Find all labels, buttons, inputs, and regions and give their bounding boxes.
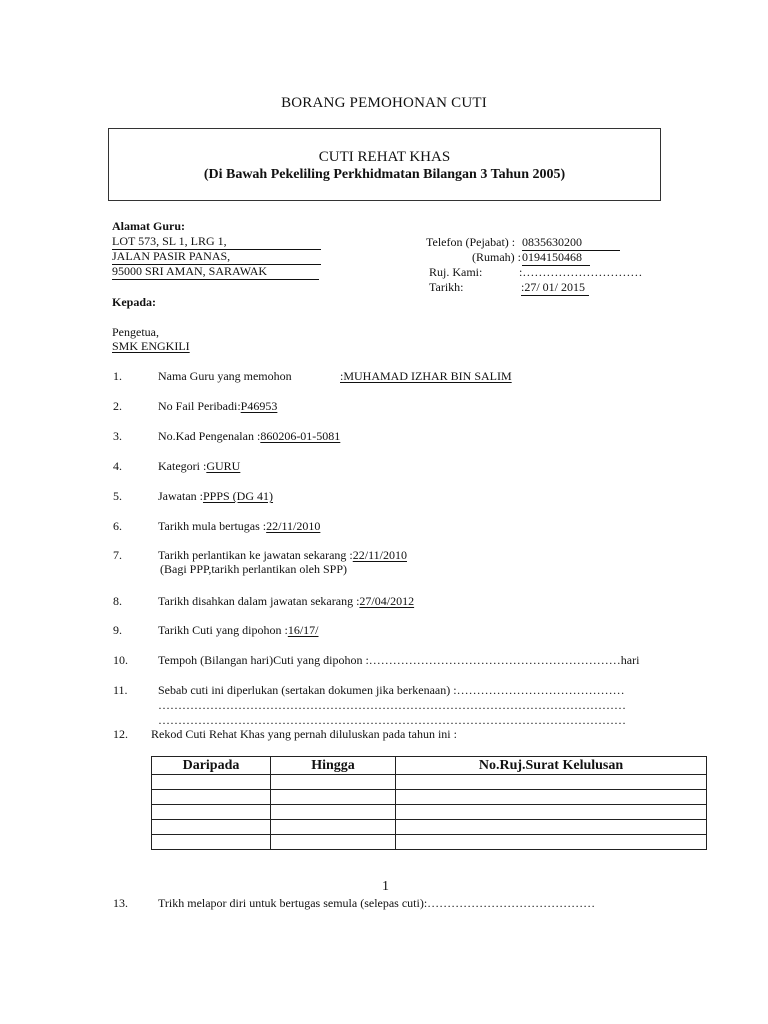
table-row (152, 820, 707, 835)
table-row (152, 775, 707, 790)
table-row (152, 805, 707, 820)
table-cell[interactable] (396, 805, 707, 820)
start-date-value: 22/11/2010 (266, 519, 321, 533)
item-number: 13. (113, 896, 128, 910)
item-note: (Bagi PPP,tarikh perlantikan oleh SPP) (160, 562, 347, 576)
item-label: Rekod Cuti Rehat Khas yang pernah diluluskan pada tahun ini : (151, 727, 457, 741)
applicant-name-value: :MUHAMAD IZHAR BIN SALIM (340, 369, 512, 383)
item-label: Tempoh (Bilangan hari)Cuti yang dipohon :………………………………………………………hari (158, 653, 640, 667)
reason-dots-line: ……………………………………………………………………………………………………… (158, 713, 626, 727)
table-cell[interactable] (152, 835, 271, 850)
column-header-from: Daripada (152, 757, 271, 775)
ic-number-value: 860206-01-5081 (260, 429, 341, 443)
ruj-value: :………………………… (519, 265, 643, 279)
item-number: 8. (113, 594, 122, 608)
item-label: Trikh melapor diri untuk bertugas semula (selepas cuti):…………………………………… (158, 896, 596, 910)
recipient-school: SMK ENGKILI (112, 339, 190, 353)
item-label: No Fail Peribadi: (158, 399, 241, 413)
form-title: BORANG PEMOHONAN CUTI (281, 95, 487, 111)
item-field (158, 594, 414, 609)
table-cell[interactable] (152, 775, 271, 790)
table-cell[interactable] (152, 790, 271, 805)
leave-type-box (108, 128, 661, 201)
item-number: 5. (113, 489, 122, 503)
item-field (158, 548, 407, 563)
leave-date-value: 16/17/ (287, 623, 319, 637)
address-line-3: 95000 SRI AMAN, SARAWAK (112, 264, 319, 280)
table-cell[interactable] (396, 790, 707, 805)
item-number: 3. (113, 429, 122, 443)
page-number: 1 (382, 879, 389, 894)
item-field (158, 459, 240, 474)
ruj-label: Ruj. Kami: (429, 265, 483, 279)
item-field (158, 623, 319, 638)
item-label: Tarikh mula bertugas : (158, 519, 267, 533)
column-header-to: Hingga (271, 757, 396, 775)
item-field (158, 399, 277, 414)
item-number: 2. (113, 399, 122, 413)
table-cell[interactable] (271, 835, 396, 850)
reason-dots-line: ……………………………………………………………………………………………………… (158, 698, 626, 712)
date-value: :27/ 01/ 2015 (521, 280, 589, 296)
table-row (152, 790, 707, 805)
date-label: Tarikh: (429, 280, 464, 294)
leave-type-subtitle: (Di Bawah Pekeliling Perkhidmatan Bilangan 3 Tahun 2005) (203, 167, 566, 182)
leave-record-table (151, 756, 707, 850)
table-cell[interactable] (271, 820, 396, 835)
item-number: 11. (113, 683, 128, 697)
table-cell[interactable] (271, 805, 396, 820)
column-header-ref: No.Ruj.Surat Kelulusan (396, 757, 707, 775)
table-cell[interactable] (152, 805, 271, 820)
item-field (158, 519, 320, 534)
item-label: Nama Guru yang memohon (158, 369, 292, 383)
item-number: 4. (113, 459, 122, 473)
item-number: 6. (113, 519, 122, 533)
appointment-date-value: 22/11/2010 (352, 548, 407, 562)
file-number-value: P46953 (240, 399, 278, 413)
recipient-title: Pengetua, (112, 325, 159, 339)
leave-type-title: CUTI REHAT KHAS (318, 149, 451, 165)
address-line-2: JALAN PASIR PANAS, (112, 249, 321, 265)
table-header-row (152, 757, 707, 775)
table-cell[interactable] (396, 835, 707, 850)
item-label: No.Kad Pengenalan : (158, 429, 261, 443)
address-line-1: LOT 573, SL 1, LRG 1, (112, 234, 321, 250)
tel-home-label: (Rumah) : (472, 250, 521, 264)
item-field (158, 489, 273, 504)
tel-office-value: 0835630200 (522, 235, 620, 251)
tel-office-label: Telefon (Pejabat) : (426, 235, 516, 249)
table-row (152, 835, 707, 850)
item-number: 9. (113, 623, 122, 637)
item-label: Tarikh perlantikan ke jawatan sekarang : (158, 548, 353, 562)
item-number: 10. (113, 653, 128, 667)
item-label: Tarikh disahkan dalam jawatan sekarang : (158, 594, 360, 608)
tel-home-value: 0194150468 (522, 250, 590, 266)
recipient-label: Kepada: (112, 295, 157, 309)
address-label: Alamat Guru: (112, 219, 185, 233)
item-field (158, 429, 340, 444)
item-label: Sebab cuti ini diperlukan (sertakan dokumen jika berkenaan) :…………………………………… (158, 683, 625, 697)
table-cell[interactable] (396, 820, 707, 835)
table-cell[interactable] (271, 775, 396, 790)
item-label: Jawatan : (158, 489, 203, 503)
position-value: PPPS (DG 41) (202, 489, 274, 503)
item-number: 1. (113, 369, 122, 383)
table-cell[interactable] (152, 820, 271, 835)
table-cell[interactable] (396, 775, 707, 790)
item-label: Kategori : (158, 459, 207, 473)
item-number: 12. (113, 727, 128, 741)
item-label: Tarikh Cuti yang dipohon : (158, 623, 288, 637)
confirmation-date-value: 27/04/2012 (359, 594, 415, 608)
category-value: GURU (206, 459, 241, 473)
table-cell[interactable] (271, 790, 396, 805)
item-number: 7. (113, 548, 122, 562)
